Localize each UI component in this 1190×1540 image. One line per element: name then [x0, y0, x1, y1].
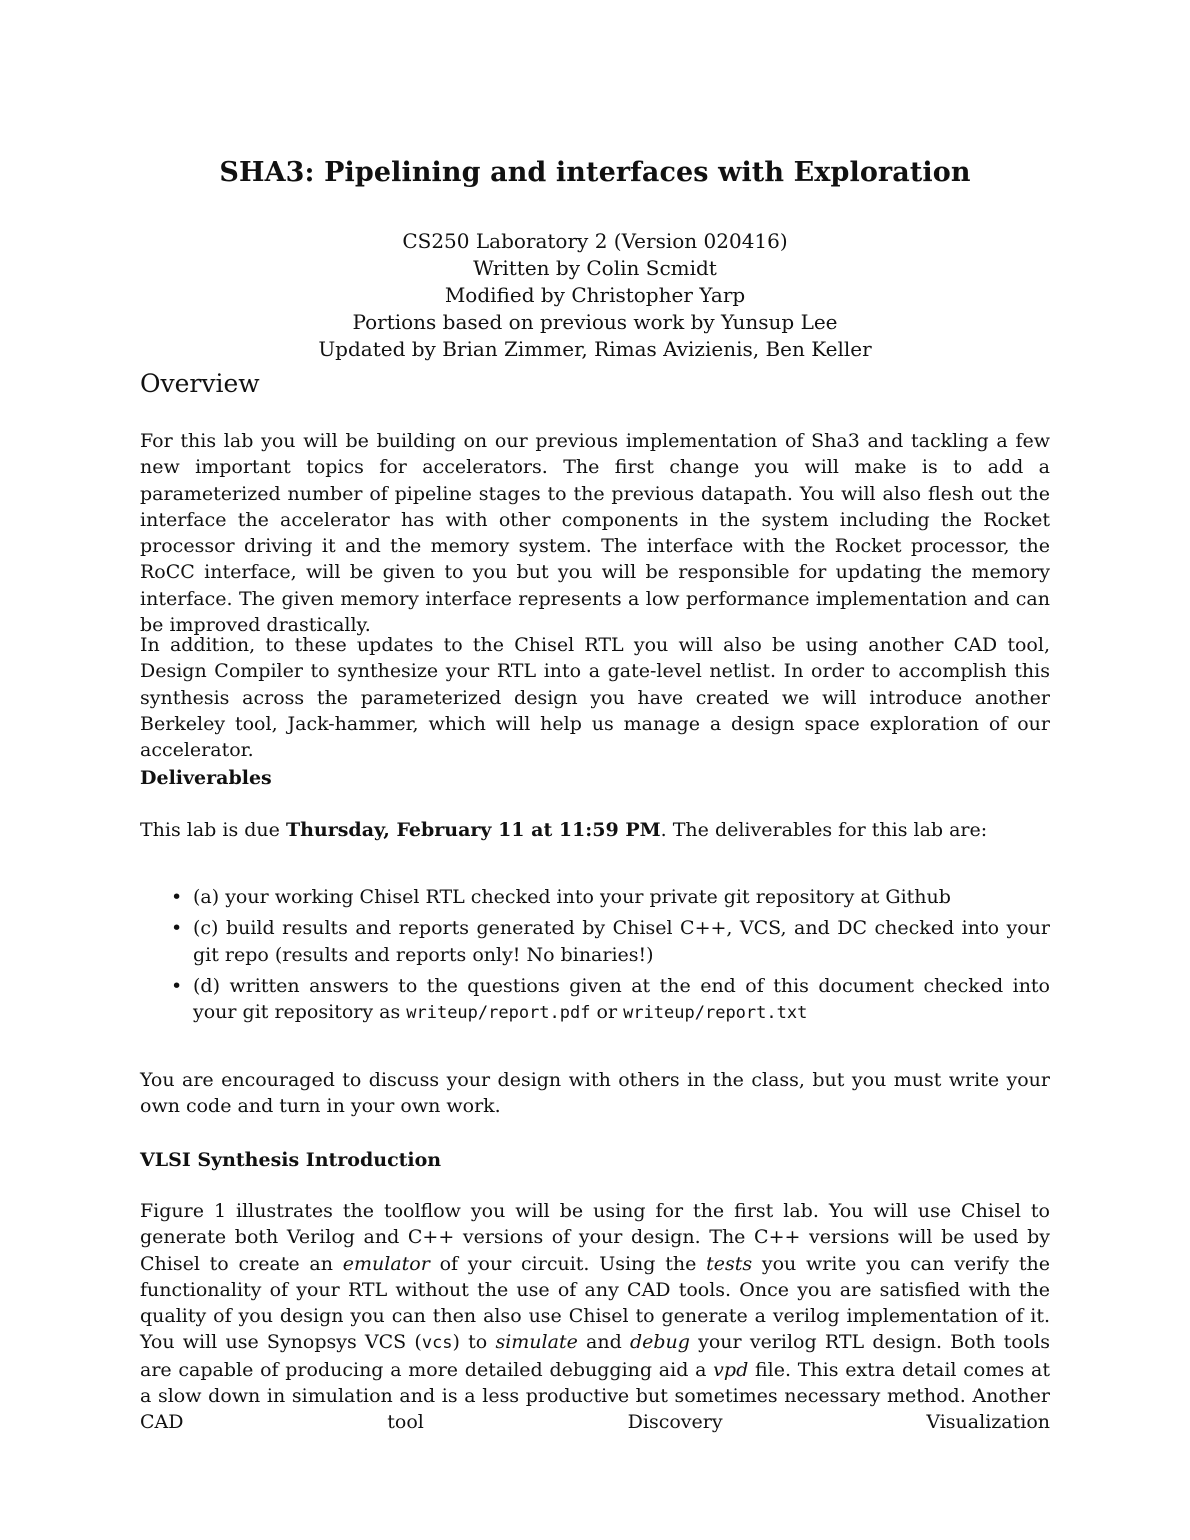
- due-date: Thursday, February 11 at 11:59 PM: [285, 819, 661, 841]
- vlsi-text-7: file. This extra detail comes at a slow down in simulation and is a less productive but sometimes necessary method. Another CAD tool Discovery Visualization: [140, 1358, 1050, 1434]
- vcs-command: vcs: [421, 1333, 453, 1354]
- vlsi-text-4: ) to: [452, 1331, 496, 1354]
- vlsi-heading: VLSI Synthesis Introduction: [140, 1149, 442, 1171]
- deliverables-list: [140, 884, 1050, 1031]
- bullet-icon: •: [171, 917, 183, 940]
- document-title: SHA3: Pipelining and interfaces with Exploration: [219, 157, 971, 188]
- course-version-line: CS250 Laboratory 2 (Version 020416): [402, 229, 788, 253]
- list-item: [140, 884, 1050, 910]
- vlsi-text-6: your verilog RTL design. Both tools are capable of producing a more detailed debugging aid a: [140, 1331, 1051, 1381]
- vlsi-text-3: you write you can verify the functionality of your RTL without the use of any CAD tools. Once you are satisfied with the quality of you design you can then also use Chisel to generate a verilog implementation of it. You will use Synopsys VCS (: [140, 1252, 1050, 1354]
- collaboration-paragraph: You are encouraged to discuss your design with others in the class, but you must write your own code and turn in your own work.: [140, 1069, 1050, 1118]
- emulator-term: emulator: [342, 1252, 430, 1275]
- vlsi-text-1: Figure 1 illustrates the toolflow you will be using for the first lab. You will use Chisel to generate both Verilog and C++ versions of your design. The C++ versions will be used by Chisel to create an: [140, 1200, 1050, 1275]
- list-item: [140, 915, 1050, 968]
- deliverables-intro: [140, 817, 1050, 843]
- portions-line: Portions based on previous work by Yunsup Lee: [352, 310, 838, 334]
- deliverables-intro-text: This lab is due: [140, 819, 286, 841]
- tests-term: tests: [706, 1252, 753, 1275]
- debug-term: debug: [629, 1331, 690, 1354]
- modifier-line: Modified by Christopher Yarp: [444, 283, 746, 307]
- or-text: or: [590, 1001, 624, 1024]
- overview-paragraph-1: For this lab you will be building on our previous implementation of Sha3 and tackling a few new important topics for accelerators. The first change you will make is to add a parameterized number of pipeline stages to the previous datapath. You will also flesh out the interface the accelerator has with other components in the system including the Rocket processor driving it and the memory system. The interface with the Rocket processor, the RoCC interface, will be given to you but you will be responsible for updating the memory interface. The given memory interface represents a low performance implementation and can be improved drastically.: [140, 430, 1050, 637]
- vlsi-text-2: of your circuit. Using the: [429, 1252, 707, 1275]
- overview-heading: Overview: [140, 369, 260, 398]
- bullet-icon: •: [171, 886, 183, 908]
- list-item: [140, 973, 1050, 1027]
- deliverables-heading: Deliverables: [140, 767, 272, 789]
- deliverable-a: (a) your working Chisel RTL checked into your private git repository at Github: [193, 886, 951, 908]
- bullet-icon: •: [171, 974, 183, 997]
- simulate-term: simulate: [495, 1331, 578, 1354]
- overview-paragraph-2: In addition, to these updates to the Chisel RTL you will also be using another CAD tool, Design Compiler to synthesize your RTL into a gate-level netlist. In order to accomplish this synthesis across the parameterized design you have created we will introduce another Berkeley tool, Jack-hammer, which will help us manage a design space exploration of our accelerator.: [140, 634, 1050, 762]
- updated-line: Updated by Brian Zimmer, Rimas Avizienis, Ben Keller: [318, 337, 872, 361]
- deliverables-intro-tail: . The deliverables for this lab are:: [660, 819, 988, 841]
- vpd-term: vpd: [713, 1358, 749, 1381]
- deliverable-c: (c) build results and reports generated by Chisel C++, VCS, and DC checked into your git repo (results and reports only! No binaries!): [193, 917, 1050, 966]
- author-line: Written by Colin Scmidt: [473, 256, 717, 280]
- report-txt-path: writeup/report.txt: [623, 1003, 808, 1024]
- report-pdf-path: writeup/report.pdf: [406, 1003, 591, 1024]
- author-block: [140, 228, 1050, 363]
- vlsi-paragraph: [140, 1198, 1050, 1436]
- vlsi-text-5: and: [577, 1331, 630, 1354]
- deliverable-d: (d) written answers to the questions given at the end of this document checked into your git repository as: [193, 974, 1050, 1024]
